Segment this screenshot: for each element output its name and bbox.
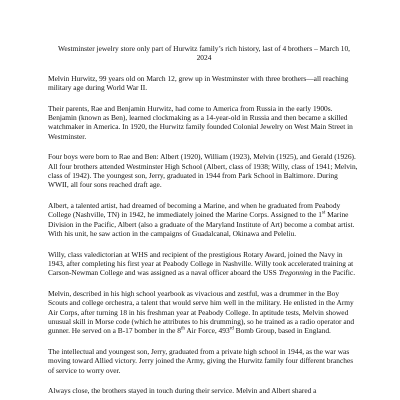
- albert-ordinal-suffix: st: [321, 210, 326, 216]
- ship-name: Tregonning: [278, 268, 313, 278]
- air-force-ordinal-suffix: th: [181, 326, 185, 332]
- paragraph-stayed-in-touch: Always close, the brothers stayed in touch during their service. Melvin and Albert shared a: [48, 385, 317, 395]
- paragraph-melvin: [48, 289, 360, 336]
- document-title: Westminster jewelry store only part of Hurwitz family’s rich history, last of 4 brothers – March 10, 2024: [57, 44, 351, 63]
- melvin-text-part-3: Bomb Group, based in England.: [233, 326, 331, 336]
- albert-text-part-1: Albert, a talented artist, had dreamed of becoming a Marine, and when he graduated from Peabody College (Nashville, TN) in 1942, he immediately joined the Marine Corps. Assigned to the 1: [48, 200, 341, 220]
- paragraph-willy: [48, 250, 360, 278]
- paragraph-jerry: The intellectual and youngest son, Jerry, graduated from a private high school in 1944, as the war was moving toward Allied victory. Jerry joined the Army, giving the Hurwitz family four different branches of service to worry over.: [48, 346, 354, 375]
- paragraph-albert: [48, 201, 360, 239]
- paragraph-four-brothers: Four boys were born to Rae and Ben: Albert (1920), William (1923), Melvin (1925), and Gerald (1926). All four brothers attended Westminster High School (Albert, class of 1938; Willy, class of 1941; Melvin, class of 1942). The youngest son, Jerry, graduated in 1944 from Park School in Baltimore. During WWII, all four sons reached draft age.: [48, 152, 358, 190]
- albert-text-part-2: Marine Division in the Pacific, Albert (also a graduate of the Maryland Institute of Art) become a combat artist. With his unit, he saw action in the campaigns of Guadalcanal, Okinawa and Peleliu.: [48, 210, 355, 239]
- bomb-group-ordinal-suffix: rd: [229, 326, 234, 332]
- willy-text-part-2: in the Pacific.: [312, 268, 356, 278]
- willy-text-part-1: Willy, class valedictorian at WHS and recipient of the prestigious Rotary Award, joined the Navy in 1943, after completing his first year at Peabody College in Nashville. Willy took accelerated training at Carson-Newman College and was assigned as a naval officer aboard the USS: [48, 249, 354, 278]
- melvin-text-part-1: Melvin, described in his high school yearbook as vivacious and zestful, was a drummer in the Boy Scouts and college orchestra, a talent that would serve him well in the military. He enlisted in the Army Air Corps, after turning 18 in his freshman year at Peabody College. In aptitude tests, Melvin showed unusual skill in Morse code (which he attributes to his drumming), so he trained as a radio operator and gunner. He served on a B-17 bomber in the 8: [48, 288, 355, 336]
- melvin-text-part-2: Air Force, 493: [184, 326, 230, 336]
- paragraph-parents: Their parents, Rae and Benjamin Hurwitz, had come to America from Russia in the early 1900s. Benjamin (known as Ben), learned clockmaking as a 14-year-old in Russia and then became a skilled watchmaker in America. In 1920, the Hurwitz family founded Colonial Jewelry on West Main Street in Westminster.: [48, 103, 353, 141]
- paragraph-intro: Melvin Hurwitz, 99 years old on March 12, grew up in Westminster with three brothers—all reaching military age during World War II.: [48, 73, 349, 93]
